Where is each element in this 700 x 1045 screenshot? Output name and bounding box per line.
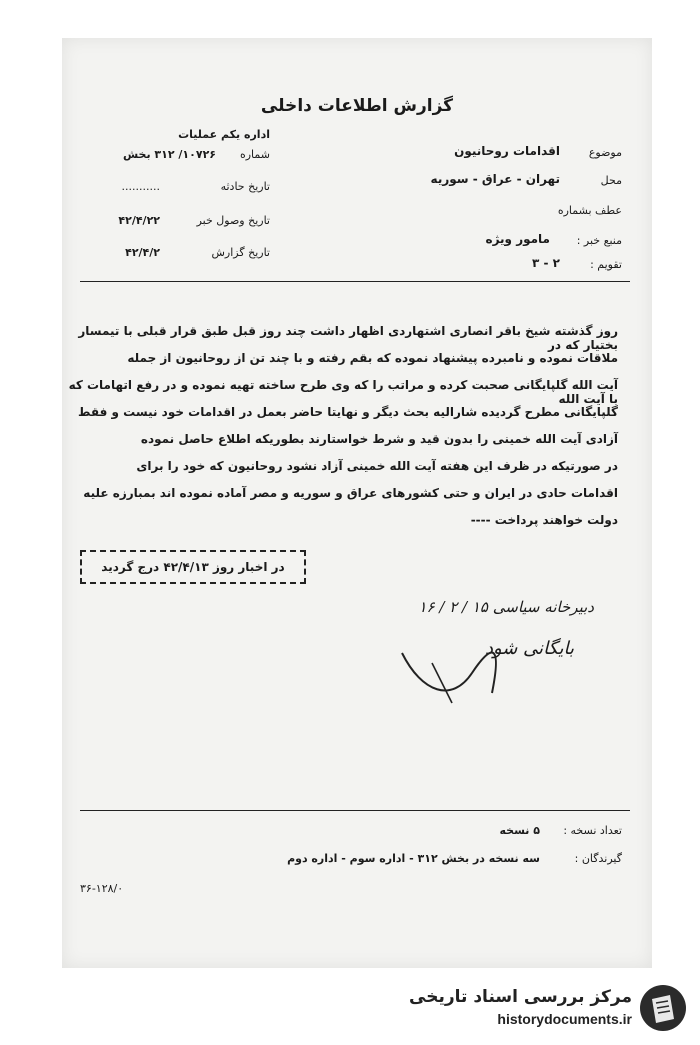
body-line: روز گذشته شیخ باقر انصاری اشتهاردی اظهار داشت چند روز قبل طبق قرار قبلی با تیمسار بختیار که در [78,324,618,352]
signature-scribble [392,633,512,713]
recipients-value: سه نسخه در بخش ۳۱۲ - اداره سوم - اداره دوم [287,852,540,865]
source-label: منبع خبر : [576,234,622,247]
footer-divider [80,810,630,811]
report-date-label: تاریخ گزارش [211,246,270,259]
copies-value: ۵ نسخه [499,824,540,837]
body-line: آیت الله گلپایگانی صحبت کرده و مراتب را که وی طرح ساخته تهیه نموده و در رفع اتهامات که با آیت الله [68,378,618,406]
rating-value: ۳ - ۲ [532,256,560,270]
number-value: ۱۰۷۲۶/ ۳۱۲ بخش [122,148,216,161]
watermark-footer [0,985,700,1045]
body-line: گلپایگانی مطرح گردیده شارالیه بحث دیگر و نهایتا حاضر بعمل در اقدامات خود نیست و فقط [78,405,618,419]
body-line: دولت خواهند پرداخت ---- [470,513,618,527]
body-line: اقدامات حادی در ایران و حتی کشورهای عراق و سوریه و مصر آماده نموده اند بمبارزه علیه [83,486,618,500]
archive-number: ۳۶-۱۲۸/۰ [80,882,124,895]
document-sheet [62,38,652,968]
org-name: مرکز بررسی اسناد تاریخی [409,987,632,1007]
receipt-date-label: تاریخ وصول خبر [196,214,270,227]
body-line: در صورتیکه در ظرف این هفته آیت الله خمینی آزاد نشود روحانیون که خود را برای [136,459,618,473]
body-line: ملاقات نموده و نامبرده پیشنهاد نموده که بقم رفته و با چند تن از روحانیون از جمله [127,351,618,365]
source-value: مامور ویژه [485,232,550,246]
body-line: آزادی آیت الله خمینی را بدون قید و شرط خواستارند بطوریکه اطلاع حاصل نموده [140,432,618,446]
office-name: اداره یکم عملیات [178,128,270,141]
location-label: محل [600,174,622,187]
handwritten-note: دبیرخانه سیاسی ۱۵ / ۲ / ۱۶ [418,598,594,616]
newspaper-stamp [80,550,306,584]
handwritten-note: بایگانی شود [484,638,574,659]
stamp-text: در اخبار روز ۴۲/۴/۱۳ درج گردید [101,560,285,574]
reference-label: عطف بشماره [557,204,622,217]
header-divider [80,281,630,282]
report-date-value: ۴۲/۴/۲ [125,246,160,259]
location-value: تهران - عراق - سوریه [430,172,560,186]
website-link[interactable]: historydocuments.ir [497,1011,632,1027]
subject-label: موضوع [588,146,622,159]
copies-label: تعداد نسخه : [563,824,622,837]
incident-date-value: ........... [121,180,160,193]
subject-value: اقدامات روحانیون [454,144,560,158]
archive-logo-icon [640,985,686,1031]
rating-label: تقویم : [590,258,622,271]
number-label: شماره [239,148,270,161]
document-title: گزارش اطلاعات داخلی [260,96,454,116]
incident-date-label: تاریخ حادثه [220,180,270,193]
recipients-label: گیرندگان : [574,852,622,865]
receipt-date-value: ۴۲/۴/۲۲ [118,214,160,227]
